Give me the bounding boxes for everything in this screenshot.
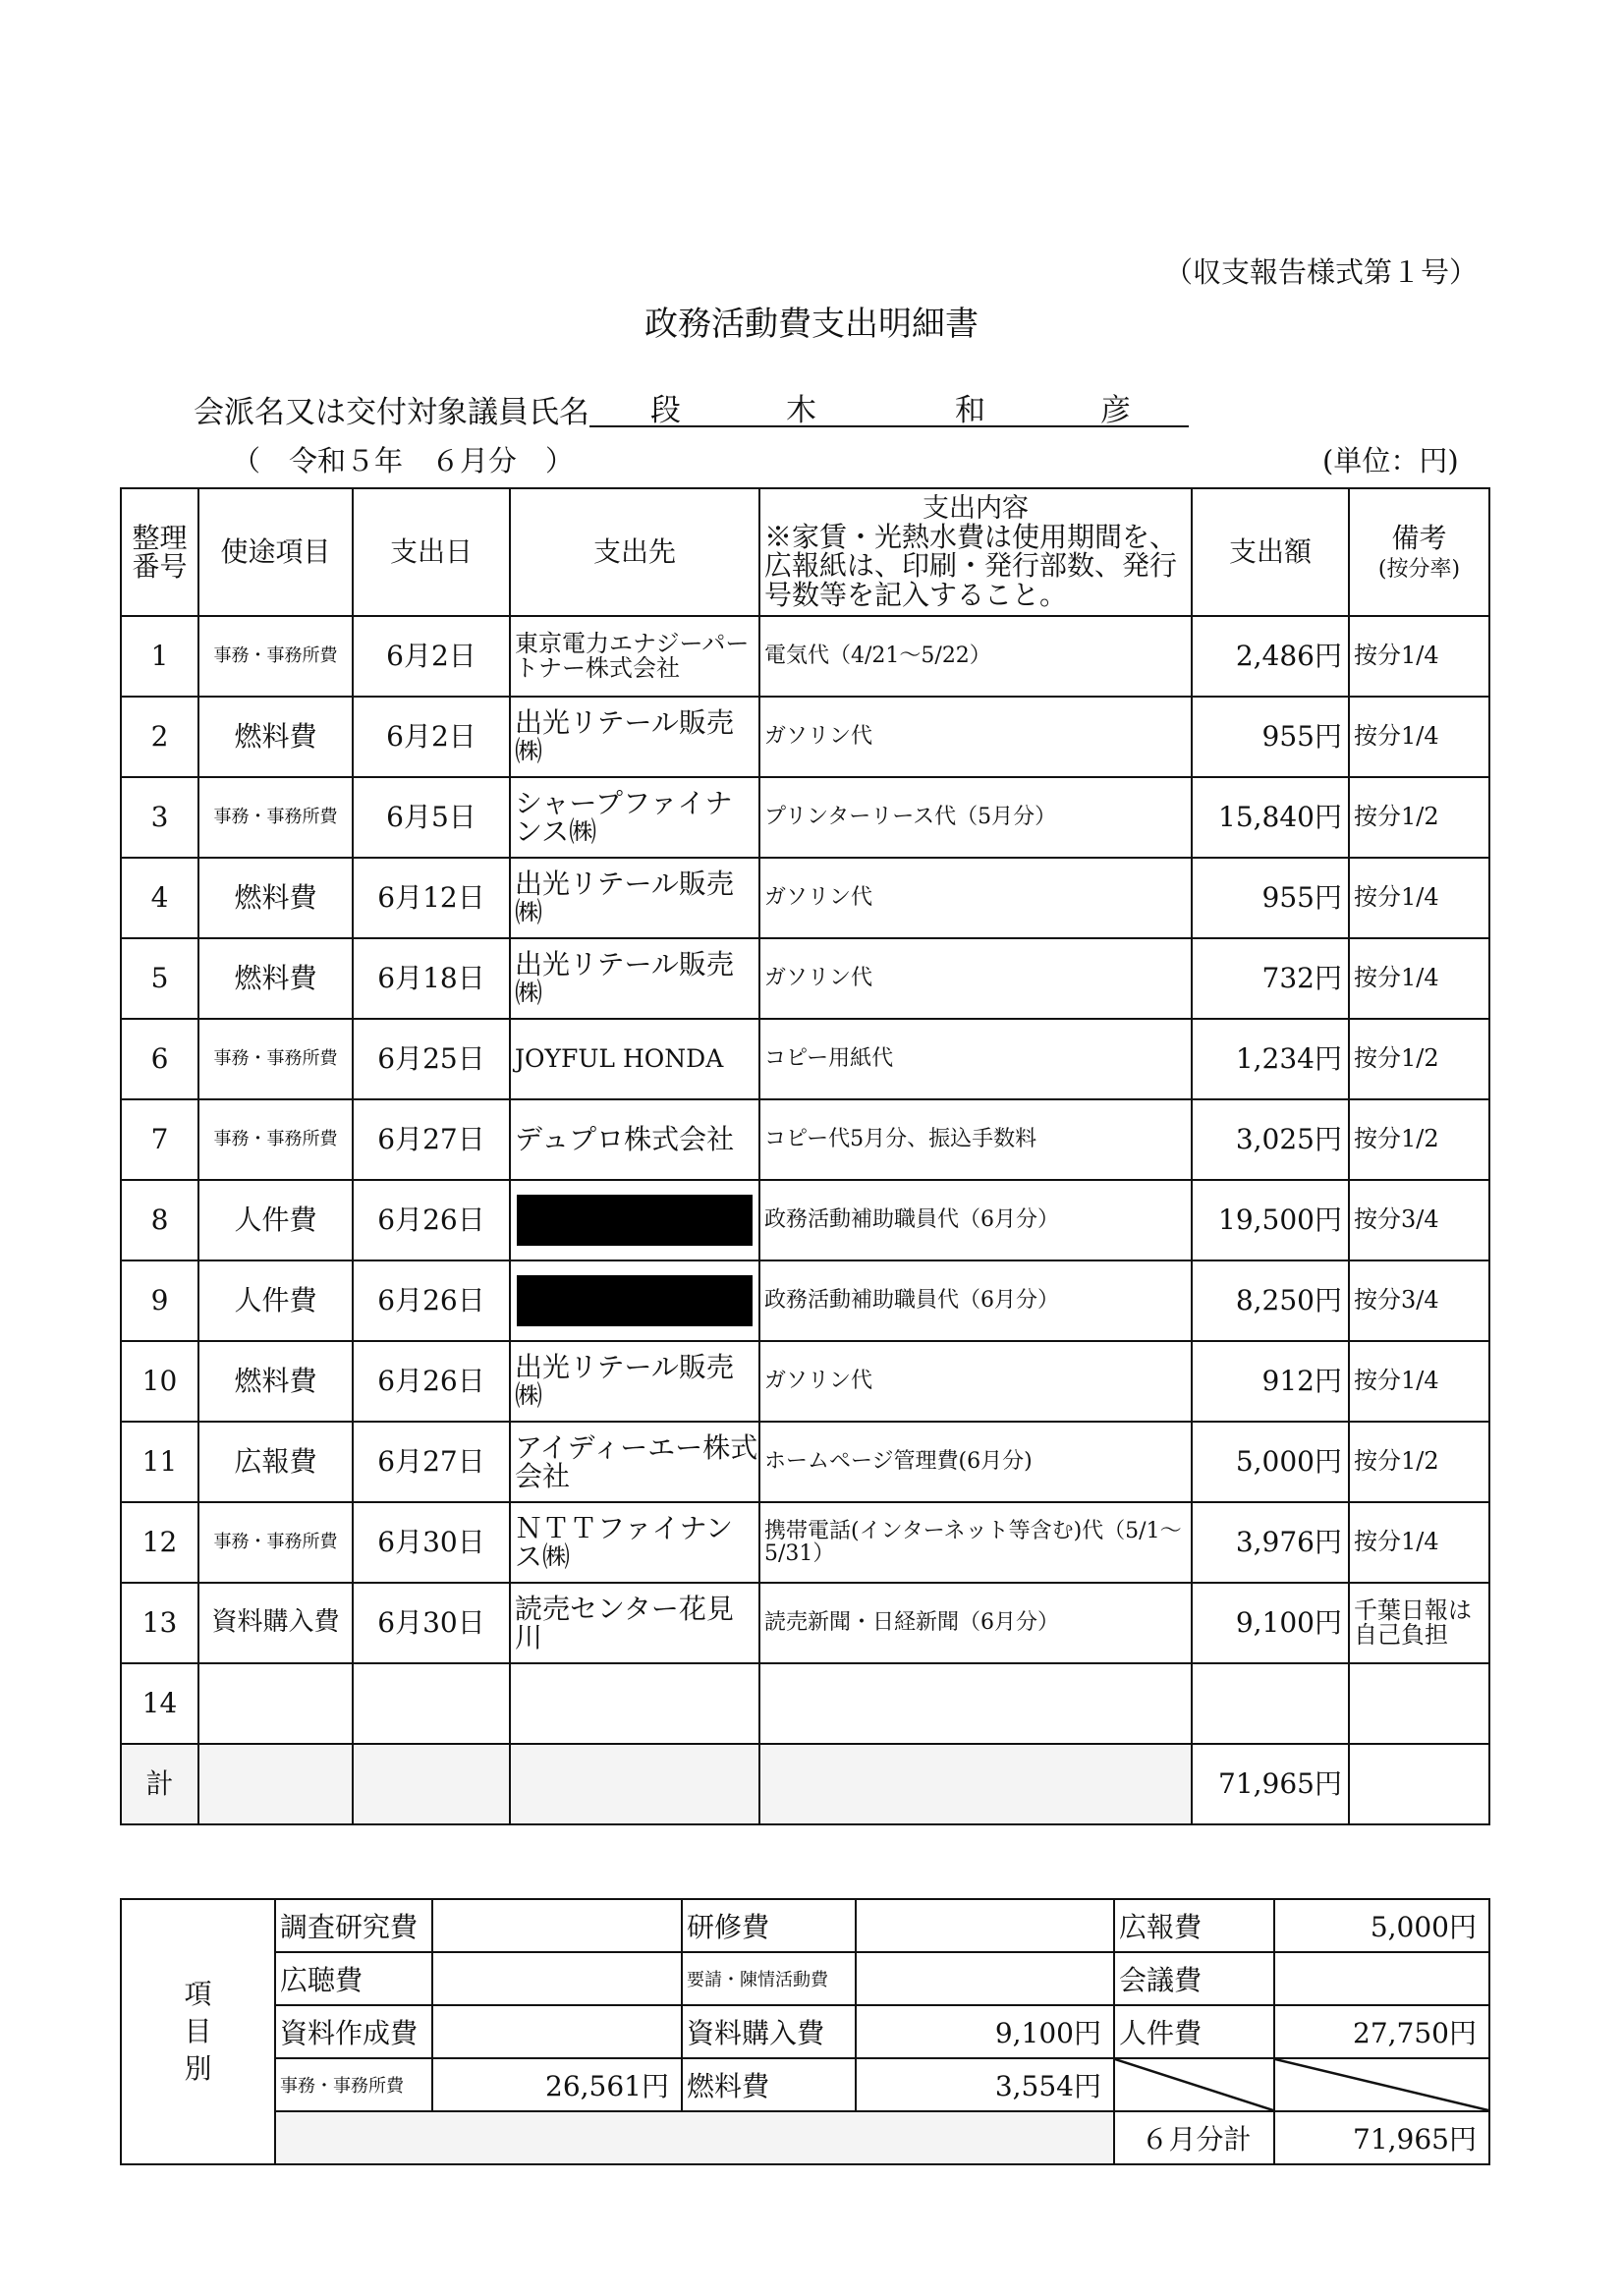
row-content: ガソリン代 (759, 697, 1192, 777)
row-content: 政務活動補助職員代（6月分） (759, 1260, 1192, 1341)
row-content: ガソリン代 (759, 938, 1192, 1019)
table-row (121, 777, 1489, 858)
row-payee: 東京電力エナジーパートナー株式会社 (510, 616, 759, 697)
header-no (121, 488, 198, 616)
row-content: 電気代（4/21～5/22） (759, 616, 1192, 697)
row-date: 6月2日 (353, 697, 510, 777)
row-category: 燃料費 (198, 858, 353, 938)
table-row (121, 1583, 1489, 1663)
row-remarks: 按分3/4 (1349, 1180, 1489, 1260)
row-payee (510, 1663, 759, 1744)
row-date: 6月26日 (353, 1260, 510, 1341)
table-row (121, 1099, 1489, 1180)
investigation-value (432, 1899, 682, 1952)
row-category: 事務・事務所費 (198, 1019, 353, 1099)
row-no: 12 (121, 1502, 198, 1583)
row-content: 政務活動補助職員代（6月分） (759, 1180, 1192, 1260)
total-remarks-cell (1349, 1744, 1489, 1824)
row-remarks: 按分1/4 (1349, 858, 1489, 938)
row-date: 6月26日 (353, 1180, 510, 1260)
row-amount: 955円 (1192, 858, 1349, 938)
row-no: 4 (121, 858, 198, 938)
row-no: 11 (121, 1422, 198, 1502)
row-amount: 8,250円 (1192, 1260, 1349, 1341)
header-content-title: 支出内容 (923, 492, 1029, 524)
table-row (121, 697, 1489, 777)
header-no-line: 整理 (132, 521, 188, 554)
summary-by-category-table (120, 1898, 1490, 2165)
name-underline (589, 425, 1189, 427)
row-category: 人件費 (198, 1180, 353, 1260)
row-date: 6月12日 (353, 858, 510, 938)
row-payee: シャープファイナンス㈱ (510, 777, 759, 858)
row-category: 燃料費 (198, 938, 353, 1019)
total-amount: 71,965円 (1192, 1744, 1349, 1824)
row-category: 事務・事務所費 (198, 616, 353, 697)
member-name-char: 和 (955, 393, 985, 428)
row-category: 燃料費 (198, 697, 353, 777)
row-date: 6月27日 (353, 1422, 510, 1502)
row-remarks: 按分1/2 (1349, 1099, 1489, 1180)
header-no-line: 番号 (132, 550, 188, 583)
table-row (121, 1663, 1489, 1744)
member-name-char: 木 (786, 393, 816, 428)
row-payee: 出光リテール販売㈱ (510, 938, 759, 1019)
row-content: プリンターリース代（5月分） (759, 777, 1192, 858)
form-number: （収支報告様式第１号） (1164, 255, 1479, 289)
training-value (856, 1899, 1114, 1952)
row-amount: 2,486円 (1192, 616, 1349, 697)
row-no: 13 (121, 1583, 198, 1663)
row-payee: 出光リテール販売㈱ (510, 858, 759, 938)
header-category: 使途項目 (198, 488, 353, 616)
row-no: 9 (121, 1260, 198, 1341)
fuel-label: 燃料費 (682, 2058, 856, 2111)
table-row (121, 858, 1489, 938)
header-remarks-title: 備考 (1391, 521, 1447, 554)
fuel-value: 3,554円 (856, 2058, 1114, 2111)
side-label-char: 目 (184, 2015, 212, 2048)
member-label: 会派名又は交付対象議員氏名 (194, 395, 589, 430)
side-label-char: 項 (184, 1978, 212, 2011)
row-content: ホームページ管理費(6月分) (759, 1422, 1192, 1502)
table-row (121, 1422, 1489, 1502)
unit-label: (単位：円) (1322, 444, 1459, 477)
petition-label: 要請・陳情活動費 (682, 1952, 856, 2005)
member-name-char: 彦 (1100, 393, 1131, 428)
row-amount: 5,000円 (1192, 1422, 1349, 1502)
table-row (121, 1180, 1489, 1260)
row-remarks (1349, 1663, 1489, 1744)
row-date: 6月30日 (353, 1583, 510, 1663)
row-date: 6月30日 (353, 1502, 510, 1583)
header-content-note: ※家賃・光熱水費は使用期間を、広報紙は、印刷・発行部数、発行号数等を記入すること。 (764, 521, 1178, 611)
document-value (432, 2005, 682, 2058)
row-date: 6月5日 (353, 777, 510, 858)
row-payee: ＮＴＴファイナンス㈱ (510, 1502, 759, 1583)
hearing-value (432, 1952, 682, 2005)
total-shaded-cell (759, 1744, 1192, 1824)
document-title: 政務活動費支出明細書 (644, 305, 979, 344)
row-amount: 19,500円 (1192, 1180, 1349, 1260)
header-content (759, 488, 1192, 616)
summary-row (121, 1952, 1489, 2005)
row-no: 10 (121, 1341, 198, 1422)
row-no: 3 (121, 777, 198, 858)
row-remarks: 按分1/4 (1349, 938, 1489, 1019)
summary-shaded-cell (275, 2111, 1114, 2164)
row-date (353, 1663, 510, 1744)
hearing-label: 広聴費 (275, 1952, 432, 2005)
row-amount: 3,976円 (1192, 1502, 1349, 1583)
total-shaded-cell (510, 1744, 759, 1824)
total-row (121, 1744, 1489, 1824)
row-remarks: 千葉日報は自己負担 (1349, 1583, 1489, 1663)
table-row (121, 1019, 1489, 1099)
member-name-char: 段 (650, 393, 681, 428)
row-remarks: 按分1/4 (1349, 616, 1489, 697)
diagonal-empty-cell (1274, 2058, 1489, 2111)
redaction-block (517, 1195, 753, 1246)
row-amount (1192, 1663, 1349, 1744)
side-label-char: 別 (184, 2051, 212, 2085)
row-no: 6 (121, 1019, 198, 1099)
document-label: 資料作成費 (275, 2005, 432, 2058)
row-content: ガソリン代 (759, 1341, 1192, 1422)
total-shaded-cell (198, 1744, 353, 1824)
row-amount: 9,100円 (1192, 1583, 1349, 1663)
row-payee: 読売センター花見川 (510, 1583, 759, 1663)
row-amount: 1,234円 (1192, 1019, 1349, 1099)
month-total-label: ６月分計 (1114, 2111, 1274, 2164)
row-remarks: 按分1/2 (1349, 1019, 1489, 1099)
row-no: 2 (121, 697, 198, 777)
header-amount: 支出額 (1192, 488, 1349, 616)
row-content: ガソリン代 (759, 858, 1192, 938)
row-category: 人件費 (198, 1260, 353, 1341)
row-remarks: 按分1/4 (1349, 1341, 1489, 1422)
header-remarks-sub: (按分率) (1377, 557, 1461, 582)
training-label: 研修費 (682, 1899, 856, 1952)
row-remarks: 按分1/4 (1349, 1502, 1489, 1583)
investigation-label: 調査研究費 (275, 1899, 432, 1952)
header-payee: 支出先 (510, 488, 759, 616)
row-no: 1 (121, 616, 198, 697)
month-total-value: 71,965円 (1274, 2111, 1489, 2164)
pr-label: 広報費 (1114, 1899, 1274, 1952)
row-content: コピー用紙代 (759, 1019, 1192, 1099)
row-amount: 3,025円 (1192, 1099, 1349, 1180)
row-remarks: 按分3/4 (1349, 1260, 1489, 1341)
row-no: 14 (121, 1663, 198, 1744)
report-period: （ 令和５年 ６月分 ） (232, 444, 575, 477)
row-content: 携帯電話(インターネット等含む)代（5/1～5/31） (759, 1502, 1192, 1583)
row-category (198, 1663, 353, 1744)
table-row (121, 1341, 1489, 1422)
row-content: 読売新聞・日経新聞（6月分） (759, 1583, 1192, 1663)
row-date: 6月27日 (353, 1099, 510, 1180)
row-content: コピー代5月分、振込手数料 (759, 1099, 1192, 1180)
row-remarks: 按分1/2 (1349, 1422, 1489, 1502)
diagonal-empty-cell (1114, 2058, 1274, 2111)
summary-row (121, 2058, 1489, 2111)
personnel-value: 27,750円 (1274, 2005, 1489, 2058)
row-no: 8 (121, 1180, 198, 1260)
row-amount: 15,840円 (1192, 777, 1349, 858)
row-no: 7 (121, 1099, 198, 1180)
row-category: 燃料費 (198, 1341, 353, 1422)
purchase-label: 資料購入費 (682, 2005, 856, 2058)
row-payee: 出光リテール販売㈱ (510, 697, 759, 777)
table-row (121, 1502, 1489, 1583)
row-date: 6月26日 (353, 1341, 510, 1422)
row-date: 6月18日 (353, 938, 510, 1019)
purchase-value: 9,100円 (856, 2005, 1114, 2058)
expenditure-table (120, 487, 1490, 1825)
row-remarks: 按分1/4 (1349, 697, 1489, 777)
total-shaded-cell (353, 1744, 510, 1824)
row-payee: デュプロ株式会社 (510, 1099, 759, 1180)
row-payee: 出光リテール販売㈱ (510, 1341, 759, 1422)
row-amount: 732円 (1192, 938, 1349, 1019)
header-date: 支出日 (353, 488, 510, 616)
summary-side-label (121, 1899, 275, 2164)
meeting-label: 会議費 (1114, 1952, 1274, 2005)
total-label: 計 (121, 1744, 198, 1824)
row-payee: JOYFUL HONDA (510, 1019, 759, 1099)
summary-row (121, 2005, 1489, 2058)
row-category: 事務・事務所費 (198, 1502, 353, 1583)
summary-row (121, 2111, 1489, 2164)
redaction-block (517, 1275, 753, 1326)
row-category: 資料購入費 (198, 1583, 353, 1663)
header-remarks (1349, 488, 1489, 616)
row-category: 事務・事務所費 (198, 777, 353, 858)
row-amount: 955円 (1192, 697, 1349, 777)
row-category: 広報費 (198, 1422, 353, 1502)
office-label: 事務・事務所費 (275, 2058, 432, 2111)
summary-row (121, 1899, 1489, 1952)
pr-value: 5,000円 (1274, 1899, 1489, 1952)
table-header-row (121, 488, 1489, 616)
table-row (121, 616, 1489, 697)
personnel-label: 人件費 (1114, 2005, 1274, 2058)
table-row (121, 1260, 1489, 1341)
row-date: 6月2日 (353, 616, 510, 697)
table-row (121, 938, 1489, 1019)
office-value: 26,561円 (432, 2058, 682, 2111)
petition-value (856, 1952, 1114, 2005)
row-no: 5 (121, 938, 198, 1019)
row-date: 6月25日 (353, 1019, 510, 1099)
row-payee-redacted (510, 1260, 759, 1341)
row-payee: アイディーエー株式会社 (510, 1422, 759, 1502)
row-payee-redacted (510, 1180, 759, 1260)
row-content (759, 1663, 1192, 1744)
row-amount: 912円 (1192, 1341, 1349, 1422)
meeting-value (1274, 1952, 1489, 2005)
row-remarks: 按分1/2 (1349, 777, 1489, 858)
row-category: 事務・事務所費 (198, 1099, 353, 1180)
